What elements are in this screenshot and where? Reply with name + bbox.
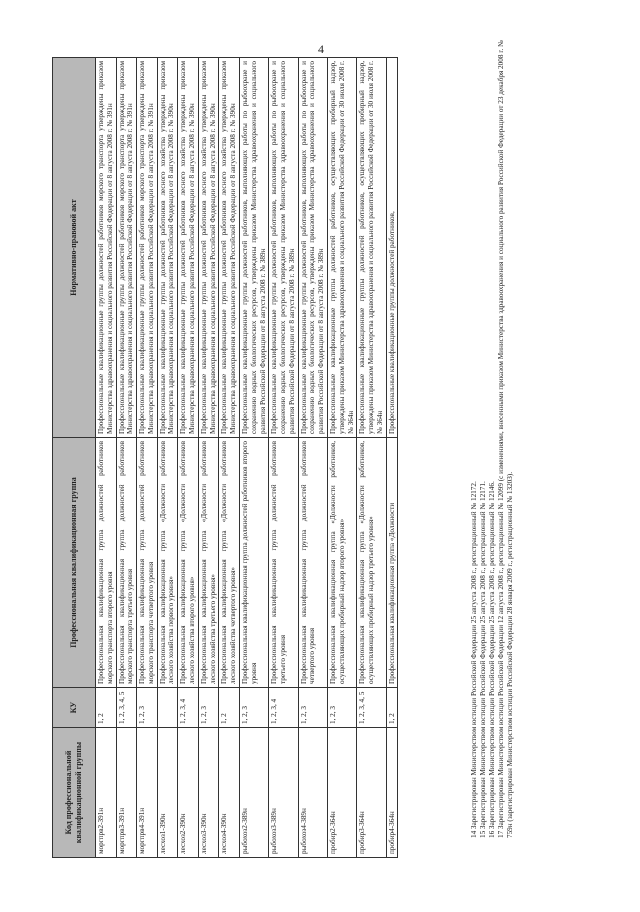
cell-act: Профессиональные квалификационные группы должностей работников, выполняющих работы по рыбоохране и сохранению водных биологических ресурсов, утверждены приказом Министерства здравоохранения и социального развития Российской Федерации от 8 августа 2008 г. № 389н bbox=[298, 58, 327, 438]
cell-act: Профессиональные квалификационные группы должностей работников лесного хозяйства утверждены приказом Министерства здравоохранения и социального развития Российской Федерации от 8 августа 2008 г. № 390н bbox=[178, 58, 199, 438]
header-group: Профессиональная квалификационная группа bbox=[53, 438, 96, 688]
cell-code: моргпрв2-391н bbox=[96, 728, 117, 858]
cell-act: Профессиональные квалификационные группы должностей работников, bbox=[386, 58, 398, 438]
footnote: 17 Зарегистрирован Министерством юстиции Российской Федерации 12 августа 2008 г., регистрационный № 12099 (с изменениями, внесенными приказом Министерства здравоохранения и социального развития Российской Федерации от 23 декабря 2008 г. № 759н (зарегистрирован Министерством юстиции Российской Федерации 28 января 2009 г., регистрационный № 13203). bbox=[497, 40, 514, 838]
cell-ku: 1, 2 bbox=[386, 688, 398, 728]
cell-act: Профессиональные квалификационные группы должностей работников морского транспорта утверждены приказом Министерства здравоохранения и социального развития Российской Федерации от 8 августа 2008 г. № 391н bbox=[96, 58, 117, 438]
cell-group: Профессиональная квалификационная группа «Должности работников лесного хозяйства третьего уровня» bbox=[198, 438, 219, 688]
cell-ku: 1, 2, 3 bbox=[198, 688, 219, 728]
cell-ku: 1, 2, 3 bbox=[298, 688, 327, 728]
cell-group: Профессиональная квалификационная группа «Должности работников, осуществляющих пробирный надзор третьего уровня» bbox=[357, 438, 386, 688]
cell-act: Профессиональные квалификационные группы должностей работников морского транспорта утверждены приказом Министерства здравоохранения и социального развития Российской Федерации от 8 августа 2008 г. № 391н bbox=[137, 58, 158, 438]
cell-ku: 1, 2 bbox=[219, 688, 240, 728]
cell-code: моргпрв3-391н bbox=[116, 728, 137, 858]
cell-ku: 1, 2, 3 bbox=[137, 688, 158, 728]
cell-group: Профессиональная квалификационная группа «Должности работников лесного хозяйства второго уровня» bbox=[178, 438, 199, 688]
table-row bbox=[116, 58, 137, 858]
cell-code: лесхоз1-390н bbox=[157, 728, 178, 858]
table-row bbox=[178, 58, 199, 858]
page-number: 4 bbox=[318, 42, 324, 56]
table-row bbox=[269, 58, 298, 858]
table-row bbox=[239, 58, 268, 858]
footnote: 16 Зарегистрирован Министерством юстиции Российской Федерации 25 августа 2008 г., регистрационный № 12146. bbox=[488, 481, 496, 838]
cell-group: Профессиональная квалификационная группа должностей работников четвертого уровня bbox=[298, 438, 327, 688]
footnotes bbox=[470, 38, 515, 838]
cell-act: Профессиональные квалификационные группы должностей работников, выполняющих работы по рыбоохране и сохранению водных биологических ресурсов, утверждены приказом Министерства здравоохранения и социального развития Российской Федерации от 8 августа 2008 г. № 389н bbox=[239, 58, 268, 438]
footnote: 14 Зарегистрирован Министерством юстиции Российской Федерации 25 августа 2008 г., регистрационный № 12172. bbox=[470, 481, 478, 838]
table-row bbox=[96, 58, 117, 858]
table-row bbox=[137, 58, 158, 858]
cell-ku: 1, 2, 3 bbox=[327, 688, 356, 728]
cell-group: Профессиональная квалификационная группа «Должности работников, осуществляющих пробирный надзор второго уровня» bbox=[327, 438, 356, 688]
cell-act: Профессиональные квалификационные группы должностей работников лесного хозяйства утверждены приказом Министерства здравоохранения и социального развития Российской Федерации от 8 августа 2008 г. № 390н bbox=[219, 58, 240, 438]
cell-code: пробир3-364н bbox=[357, 728, 386, 858]
classification-table bbox=[52, 57, 398, 858]
cell-group: Профессиональная квалификационная группа «Должности работников лесного хозяйства первого уровня» bbox=[157, 438, 178, 688]
table-body bbox=[96, 58, 398, 858]
header-ku: КУ bbox=[53, 688, 96, 728]
cell-code: рыбохоз4-389н bbox=[298, 728, 327, 858]
cell-code: рыбохоз2-389н bbox=[239, 728, 268, 858]
cell-group: Профессиональная квалификационная группа должностей работников третьего уровня bbox=[269, 438, 298, 688]
cell-code: лесхоз2-390н bbox=[178, 728, 199, 858]
cell-code: пробир4-364н bbox=[386, 728, 398, 858]
cell-act: Профессиональные квалификационные группы должностей работников, осуществляющих пробирный надзор, утверждены приказом Министерства здравоохранения и социального развития Российской Федерации от 30 июля 2008 г. № 364н bbox=[327, 58, 356, 438]
cell-group: Профессиональная квалификационная группа должностей работников морского транспорта четвертого уровня bbox=[137, 438, 158, 688]
cell-ku: 1, 2, 3, 4 bbox=[269, 688, 298, 728]
table-row bbox=[198, 58, 219, 858]
cell-act: Профессиональные квалификационные группы должностей работников лесного хозяйства утверждены приказом Министерства здравоохранения и социального развития Российской Федерации от 8 августа 2008 г. № 390н bbox=[157, 58, 178, 438]
header-code: Код профессиональной квалификационной группы bbox=[53, 728, 96, 858]
cell-ku: 1, 2, 3, 4, 5 bbox=[357, 688, 386, 728]
cell-code: пробир2-364н bbox=[327, 728, 356, 858]
cell-act: Профессиональные квалификационные группы должностей работников морского транспорта утверждены приказом Министерства здравоохранения и социального развития Российской Федерации от 8 августа 2008 г. № 391н bbox=[116, 58, 137, 438]
cell-ku: 1, 2, 3, 4 bbox=[178, 688, 199, 728]
cell-code: моргпрв4-391н bbox=[137, 728, 158, 858]
cell-group: Профессиональная квалификационная группа должностей работников морского транспорта второго уровня bbox=[96, 438, 117, 688]
cell-code: рыбохоз3-389н bbox=[269, 728, 298, 858]
cell-ku: 1, 2, 3, 4, 5 bbox=[116, 688, 137, 728]
table-row bbox=[298, 58, 327, 858]
cell-group: Профессиональная квалификационная группа должностей работников второго уровня bbox=[239, 438, 268, 688]
table-row bbox=[157, 58, 178, 858]
cell-code: лесхоз4-390н bbox=[219, 728, 240, 858]
footnote: 15 Зарегистрирован Министерством юстиции Российской Федерации 25 августа 2008 г., регистрационный № 12171. bbox=[479, 481, 487, 838]
header-act: Нормативно-правовой акт bbox=[53, 58, 96, 438]
table-row bbox=[386, 58, 398, 858]
table-row bbox=[219, 58, 240, 858]
cell-act: Профессиональные квалификационные группы должностей работников, выполняющих работы по рыбоохране и сохранению водных биологических ресурсов, утверждены приказом Министерства здравоохранения и социального развития Российской Федерации от 8 августа 2008 г. № 389н bbox=[269, 58, 298, 438]
rotated-content bbox=[52, 40, 612, 858]
cell-ku bbox=[157, 688, 178, 728]
cell-group: Профессиональная квалификационная группа «Должности работников лесного хозяйства четвертого уровня» bbox=[219, 438, 240, 688]
cell-group: Профессиональная квалификационная группа «Должности bbox=[386, 438, 398, 688]
table-row bbox=[327, 58, 356, 858]
cell-ku: 1, 2 bbox=[96, 688, 117, 728]
cell-act: Профессиональные квалификационные группы должностей работников лесного хозяйства утверждены приказом Министерства здравоохранения и социального развития Российской Федерации от 8 августа 2008 г. № 390н bbox=[198, 58, 219, 438]
cell-ku: 1, 2, 3 bbox=[239, 688, 268, 728]
cell-group: Профессиональная квалификационная группа должностей работников морского транспорта третьего уровня bbox=[116, 438, 137, 688]
table-row bbox=[357, 58, 386, 858]
cell-code: лесхоз3-390н bbox=[198, 728, 219, 858]
cell-act: Профессиональные квалификационные группы должностей работников, осуществляющих пробирный надзор, утверждены приказом Министерства здравоохранения и социального развития Российской Федерации от 30 июля 2008 г. № 364н bbox=[357, 58, 386, 438]
table-header-row bbox=[53, 58, 96, 858]
